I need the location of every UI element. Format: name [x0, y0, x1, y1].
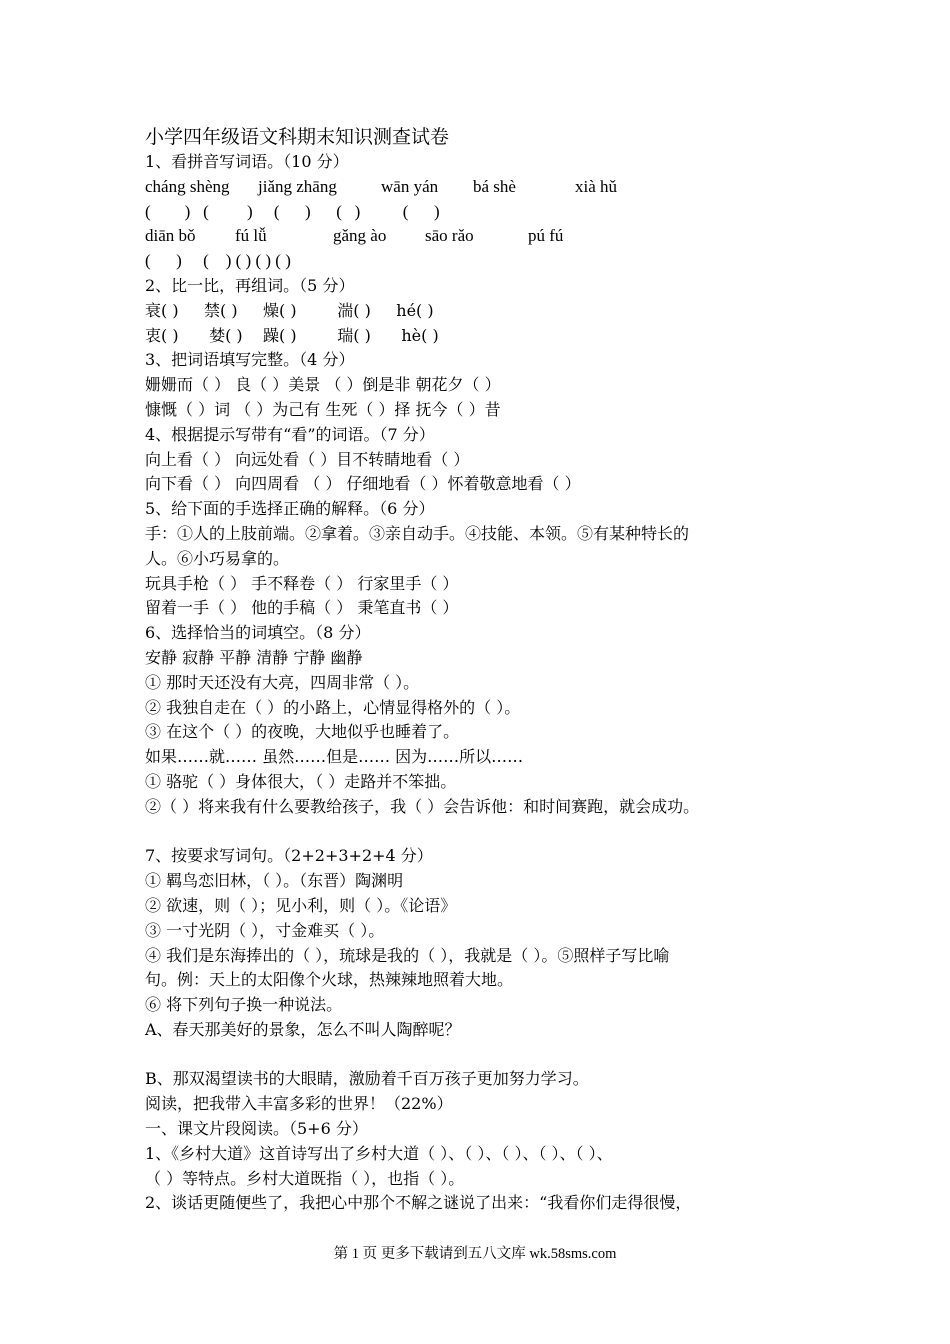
q3-row-2: 慷慨（ ）词 （ ）为己有 生死（ ）择 抚今（ ）昔 [145, 399, 501, 419]
pinyin-item: wān yán [381, 176, 439, 196]
page-footer: 第 1 页 更多下载请到五八文库 wk.58sms.com [333, 1246, 617, 1262]
q1-pinyin-row-1 [145, 175, 815, 200]
reading-heading: 阅读，把我带入丰富多彩的世界！（22%） [145, 1094, 453, 1114]
reading-section-1: 一、课文片段阅读。（5+6 分） [145, 1119, 368, 1139]
q3-row-1: 姗姗而（ ） 良（ ）美景 （ ）倒是非 朝花夕（ ） [145, 375, 501, 395]
pinyin-item: bá shè [473, 176, 516, 196]
q6-word-bank: 安静 寂静 平静 清静 宁静 幽静 [145, 647, 363, 667]
q1-pinyin-row-2 [145, 224, 815, 249]
q7-sentence-6: ⑥ 将下列句子换一种说法。 [145, 995, 343, 1015]
q5-definition-line-2: 人。⑥小巧易拿的。 [145, 548, 290, 568]
q5-row-2: 留着一手（ ） 他的手稿（ ） 秉笔直书（ ） [145, 598, 459, 618]
q6-sentence-3: ③ 在这个（ ）的夜晚，大地似乎也睡着了。 [145, 722, 460, 742]
pinyin-item: diān bǒ [145, 226, 196, 246]
spacer [145, 820, 815, 845]
exam-title: 小学四年级语文科期末知识测查试卷 [145, 126, 450, 148]
q6-sentence-1: ① 那时天还没有大亮，四周非常（ ）。 [145, 672, 420, 692]
pinyin-item: fú lǚ [235, 226, 267, 246]
pinyin-item: pú fú [528, 226, 564, 246]
q7-sentence-4-line-1: ④ 我们是东海捧出的（ ），琉球是我的（ ），我就是（ ）。⑤照样子写比喻 [145, 945, 670, 965]
q4-row-1: 向上看（ ） 向远处看（ ）目不转睛地看（ ） [145, 449, 470, 469]
spacer [145, 1043, 815, 1068]
q3-heading: 3、把词语填写完整。（4 分） [145, 350, 355, 370]
q1-heading: 1、看拼音写词语。（10 分） [145, 152, 349, 171]
reading-question-1-line-2: （ ）等特点。乡村大道既指（ ），也指（ ）。 [145, 1168, 465, 1188]
q7-sentence-1: ① 羁鸟恋旧林，（ ）。（东晋）陶渊明 [145, 871, 404, 891]
reading-question-1-line-1: 1、《乡村大道》这首诗写出了乡村大道（ ）、（ ）、（ ）、（ ）、（ ）、 [145, 1143, 613, 1163]
q4-row-2: 向下看（ ） 向四周看 （ ） 仔细地看（ ）怀着敬意地看（ ） [145, 474, 581, 494]
pinyin-item: cháng shèng [145, 176, 230, 196]
q5-heading: 5、给下面的手选择正确的解释。（6 分） [145, 499, 435, 519]
reading-question-2-line-1: 2、谈话更随便些了，我把心中那个不解之谜说了出来：“我看你们走得很慢， [145, 1193, 692, 1213]
q5-row-1: 玩具手枪（ ） 手不释卷（ ） 行家里手（ ） [145, 573, 459, 593]
q5-definition-line-1: 手：①人的上肢前端。②拿着。③亲自动手。④技能、本领。⑤有某种特长的 [145, 523, 690, 543]
q1-blanks-row-2: ( ) ( ) ( ) ( ) ( ) [145, 251, 291, 271]
q6-sentence-2: ② 我独自走在（ ）的小路上，心情显得格外的（ ）。 [145, 697, 521, 717]
q1-blanks-row-1: ( ) ( ) ( ) ( ) ( ) [145, 201, 440, 221]
q6-connective-sentence-2: ②（ ）将来我有什么要教给孩子，我（ ）会告诉他：和时间赛跑，就会成功。 [145, 796, 700, 816]
q2-row-2: 衷( ) 婪( ) 躁( ) 瑞( ) hè( ) [145, 325, 439, 345]
q2-heading: 2、比一比，再组词。（5 分） [145, 275, 355, 295]
q7-sentence-3: ③ 一寸光阴（ ），寸金难买（ ）。 [145, 920, 385, 940]
q6-heading: 6、选择恰当的词填空。（8 分） [145, 623, 371, 643]
pinyin-item: xià hǔ [575, 176, 618, 196]
pinyin-item: jiǎng zhāng [258, 176, 337, 196]
pinyin-item: gǎng ào [333, 226, 387, 246]
q6-connectives: 如果……就…… 虽然……但是…… 因为……所以…… [145, 747, 524, 767]
q7-heading: 7、按要求写词句。（2+2+3+2+4 分） [145, 846, 433, 866]
q2-row-1: 衰( ) 禁( ) 燥( ) 湍( ) hé( ) [145, 300, 434, 320]
q7-sentence-2: ② 欲速，则（ ）；见小利，则（ ）。《论语》 [145, 895, 457, 915]
q7-item-b: B、那双渴望读书的大眼睛，激励着千百万孩子更加努力学习。 [145, 1069, 589, 1089]
pinyin-item: sāo rǎo [425, 226, 474, 246]
q7-sentence-4-line-2: 句。例：天上的太阳像个火球，热辣辣地照着大地。 [145, 970, 514, 990]
q6-connective-sentence-1: ① 骆驼（ ）身体很大，（ ）走路并不笨拙。 [145, 771, 457, 791]
q4-heading: 4、根据提示写带有“看”的词语。（7 分） [145, 424, 435, 444]
q7-item-a: A、春天那美好的景象，怎么不叫人陶醉呢？ [145, 1019, 461, 1039]
exam-content [145, 124, 815, 1216]
